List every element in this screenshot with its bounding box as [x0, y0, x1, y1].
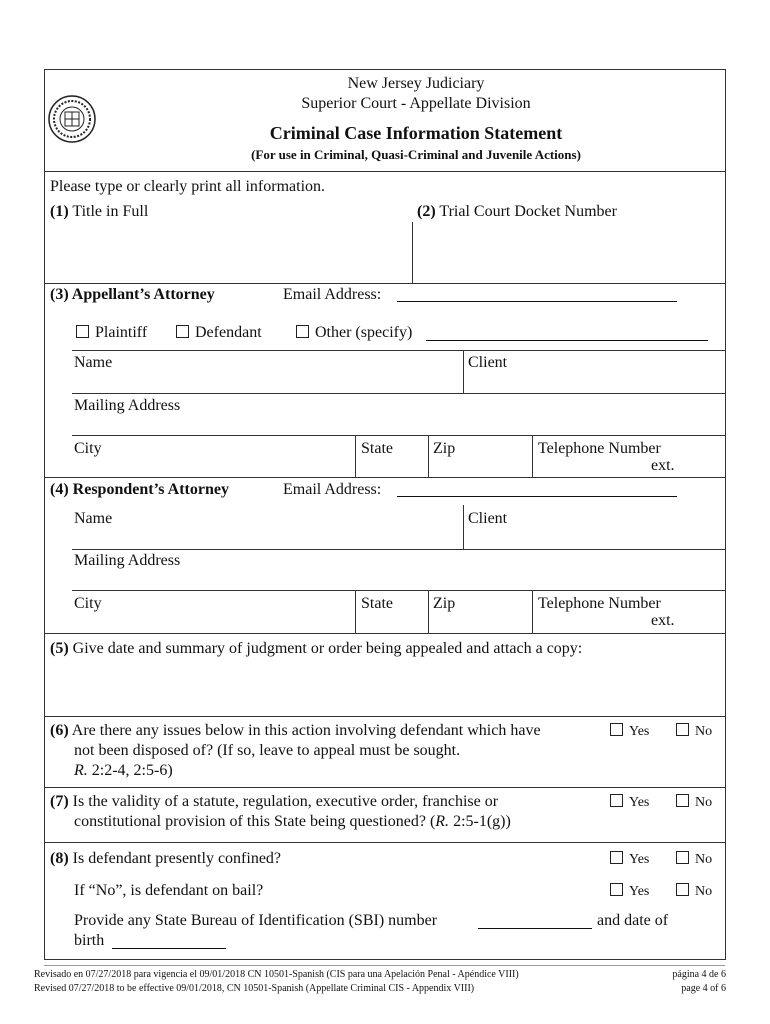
appellant-client-label: Client [468, 354, 508, 371]
divider [355, 435, 356, 477]
q6-no-option[interactable]: No [676, 723, 712, 741]
sbi-number-field[interactable] [478, 928, 592, 929]
section-7-line2: constitutional provision of this State being questioned? (R. 2:5-1(g)) [74, 813, 511, 830]
divider [463, 505, 464, 549]
appellant-mailing-label: Mailing Address [74, 397, 181, 414]
checkbox-icon[interactable] [676, 723, 689, 736]
footer-right-1: página 4 de 6 [672, 969, 726, 980]
respondent-city-label: City [74, 595, 102, 612]
divider [412, 222, 413, 283]
docket-number-field[interactable] [416, 222, 721, 280]
respondent-phone-label: Telephone Number [538, 595, 661, 612]
divider [44, 716, 725, 717]
checkbox-icon[interactable] [610, 723, 623, 736]
q7-yes-option[interactable]: Yes [610, 794, 649, 812]
checkbox-icon[interactable] [610, 851, 623, 864]
appellant-email-field[interactable] [397, 301, 677, 302]
respondent-mailing-label: Mailing Address [74, 552, 181, 569]
footer-right-2: page 4 of 6 [681, 983, 726, 994]
section-7-line1: (7) Is the validity of a statute, regulation, executive order, franchise or [50, 793, 499, 810]
org-name: New Jersey Judiciary [347, 75, 485, 92]
divider [44, 283, 725, 284]
divider [532, 590, 533, 633]
footer-rule [44, 965, 725, 966]
appellant-state-label: State [361, 440, 393, 457]
respondent-email-field[interactable] [397, 496, 677, 497]
divider [44, 787, 725, 788]
other-option[interactable]: Other (specify) [296, 324, 412, 342]
checkbox-icon[interactable] [676, 851, 689, 864]
divider [72, 393, 725, 394]
checkbox-icon[interactable] [610, 883, 623, 896]
defendant-option[interactable]: Defendant [176, 324, 262, 342]
divider [428, 590, 429, 633]
section-3-label: (3) Appellant’s Attorney [50, 286, 215, 303]
form-subtitle: (For use in Criminal, Quasi-Criminal and Juvenile Actions) [251, 147, 581, 162]
section-8-q2: If “No”, is defendant on bail? [74, 882, 264, 899]
instruction-text: Please type or clearly print all information. [50, 178, 326, 195]
divider [72, 350, 725, 351]
title-in-full-field[interactable] [48, 222, 408, 280]
checkbox-icon[interactable] [176, 325, 189, 338]
divider [532, 435, 533, 477]
respondent-zip-label: Zip [433, 595, 456, 612]
checkbox-icon[interactable] [296, 325, 309, 338]
checkbox-icon[interactable] [610, 794, 623, 807]
respondent-email-label: Email Address: [283, 481, 382, 498]
footer-left-2: Revised 07/27/2018 to be effective 09/01/2018, CN 10501-Spanish (Appellate Criminal CIS - Appendix VIII) [34, 983, 475, 994]
respondent-name-label: Name [74, 510, 113, 527]
q8b-yes-option[interactable]: Yes [610, 883, 649, 901]
dob-field[interactable] [112, 948, 226, 949]
q7-no-option[interactable]: No [676, 794, 712, 812]
section-1-label: (1) Title in Full [50, 203, 149, 220]
other-specify-field[interactable] [426, 340, 708, 341]
respondent-client-label: Client [468, 510, 508, 527]
q8a-no-option[interactable]: No [676, 851, 712, 869]
appellant-phone-label: Telephone Number [538, 440, 661, 457]
respondent-ext-label: ext. [651, 612, 675, 629]
divider [428, 435, 429, 477]
appellant-ext-label: ext. [651, 457, 675, 474]
section-6-line2: not been disposed of? (If so, leave to appeal must be sought. [74, 742, 461, 759]
court-name: Superior Court - Appellate Division [301, 95, 531, 112]
respondent-state-label: State [361, 595, 393, 612]
divider [44, 633, 725, 634]
divider [72, 435, 725, 436]
q8b-no-option[interactable]: No [676, 883, 712, 901]
section-8-q1: (8) Is defendant presently confined? [50, 850, 282, 867]
q8a-yes-option[interactable]: Yes [610, 851, 649, 869]
q6-yes-option[interactable]: Yes [610, 723, 649, 741]
checkbox-icon[interactable] [676, 794, 689, 807]
appellant-email-label: Email Address: [283, 286, 382, 303]
form-title: Criminal Case Information Statement [269, 123, 563, 143]
divider [463, 350, 464, 393]
section-2-label: (2) Trial Court Docket Number [417, 203, 617, 220]
dob-label-b: birth [74, 932, 105, 949]
checkbox-icon[interactable] [76, 325, 89, 338]
section-4-label: (4) Respondent’s Attorney [50, 481, 229, 498]
dob-label-a: and date of [597, 912, 669, 929]
appellant-zip-label: Zip [433, 440, 456, 457]
checkbox-icon[interactable] [676, 883, 689, 896]
appellant-city-label: City [74, 440, 102, 457]
sbi-label: Provide any State Bureau of Identification (SBI) number [74, 912, 438, 929]
footer-left-1: Revisado en 07/27/2018 para vigencia el 09/01/2018 CN 10501-Spanish (CIS para una Apelación Penal - Apéndice VIII) [34, 969, 519, 980]
appellant-name-label: Name [74, 354, 113, 371]
divider [72, 590, 725, 591]
divider [44, 842, 725, 843]
section-5-label: (5) Give date and summary of judgment or order being appealed and attach a copy: [50, 640, 583, 657]
divider [72, 549, 725, 550]
divider [44, 171, 725, 172]
divider [355, 590, 356, 633]
judgment-summary-field[interactable] [48, 660, 721, 714]
section-6-line3: R. 2:2-4, 2:5-6) [74, 762, 173, 779]
section-6-line1: (6) Are there any issues below in this action involving defendant which have [50, 722, 541, 739]
divider [44, 477, 725, 478]
plaintiff-option[interactable]: Plaintiff [76, 324, 147, 342]
